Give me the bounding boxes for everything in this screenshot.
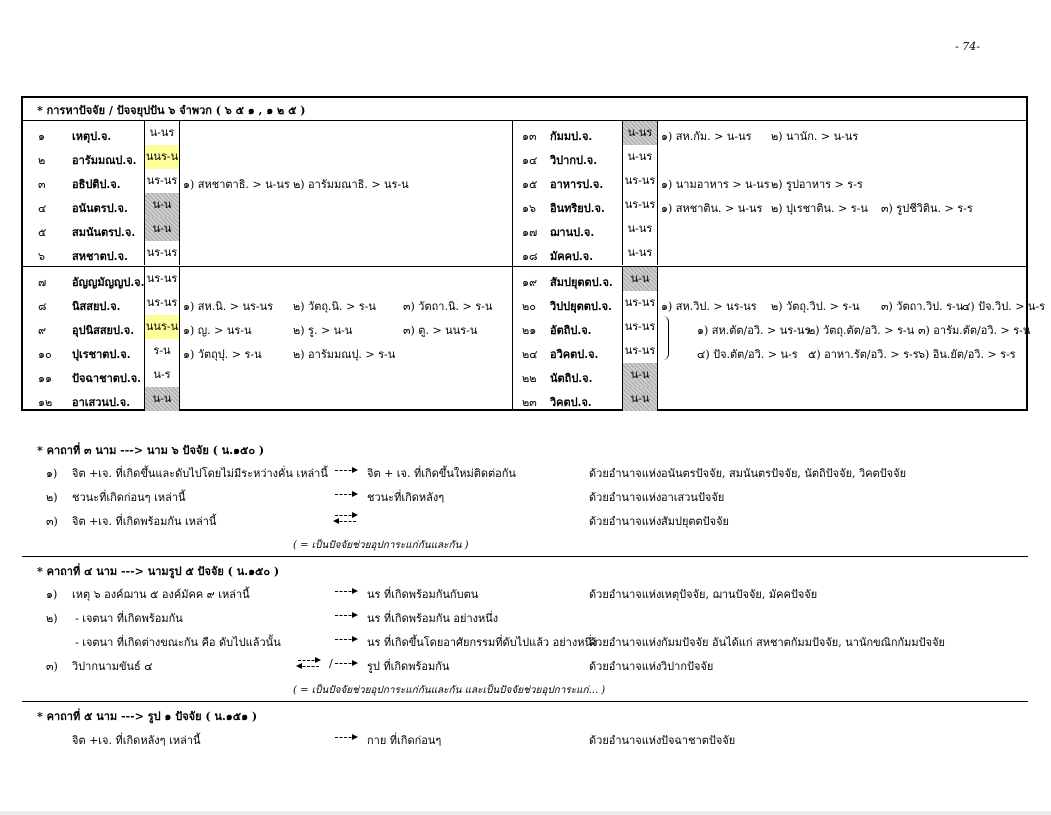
row-number: ๑๖ — [522, 202, 536, 215]
result-phrase: นร ที่เกิดพร้อมกัน อย่างหนึ่ง — [367, 612, 499, 625]
sub-relation-note: ๓) วัตถา.นิ. > ร-น — [403, 300, 493, 313]
sub-relation-note: ๑) สหชาติน. > น-นร — [661, 202, 763, 215]
sub-relation-note: ๖) อิน.ยัต/อวิ. > ร-ร — [918, 348, 1016, 361]
sub-relation-note: ๑) สห.กัม. > น-นร — [661, 130, 752, 143]
sub-relation-note: ๑) สห.วิป. > นร-นร — [661, 300, 757, 313]
factor-name: อาหารป.จ. — [550, 178, 604, 191]
row-number: ๔ — [38, 202, 47, 215]
factor-name: สหชาตป.จ. — [72, 250, 128, 263]
row-number: ๗ — [38, 276, 47, 289]
paccaya-list: เหตุปัจจัย, ฌานปัจจัย, มัคคปัจจัย — [661, 588, 818, 601]
item-number: ๓) — [46, 660, 58, 673]
relation-code: นร-นร — [144, 169, 180, 193]
section-title: * คาถาที่ ๕ นาม ---> รูป ๑ ปัจจัย ( น.๑๕๑ ) — [37, 710, 258, 723]
sub-relation-note: ๕) อาหา.รัต/อวิ. > ร-ร — [808, 348, 919, 361]
sub-relation-note: ๑) สห.ตัต/อวิ. > นร-นร — [697, 324, 811, 337]
bottom-scroll-edge — [0, 811, 1051, 815]
paccaya-list: อนันตรปัจจัย, สมนันตรปัจจัย, นัตถิปัจจัย, วิคตปัจจัย — [661, 467, 907, 480]
row-number: ๖ — [38, 250, 45, 263]
paccaya-list: อาเสวนปัจจัย — [661, 491, 725, 504]
sub-relation-note: ๑) สห.นิ. > นร-นร — [183, 300, 274, 313]
row-number: ๙ — [38, 324, 47, 337]
result-phrase: นร ที่เกิดขึ้นโดยอาศัยกรรมที่ดับไปแล้ว อย่างหนึ่ง — [367, 636, 598, 649]
table-title: * การหาปัจจัย / ปัจจยุปปัน ๖ จำพวก ( ๖ ๕ ๑ , ๑ ๒ ๕ ) — [37, 104, 306, 117]
factor-name: ปัจฉาชาตป.จ. — [72, 372, 141, 385]
relation-code: ร-น — [144, 339, 180, 363]
arrow-right-icon — [335, 737, 356, 739]
power-phrase: ด้วยอำนาจแห่ง — [589, 491, 662, 504]
factor-name: อัตถิป.จ. — [550, 324, 592, 337]
factor-name: ฌานป.จ. — [550, 226, 595, 239]
result-phrase: กาย ที่เกิดก่อนๆ — [367, 734, 442, 747]
page-number: - 74- — [955, 40, 980, 53]
row-number: ๕ — [38, 226, 47, 239]
power-phrase: ด้วยอำนาจแห่ง — [589, 515, 662, 528]
section-note: ( = เป็นปัจจัยช่วยอุปการะแก่กันและกัน ) — [293, 540, 469, 551]
relation-code: นร-นร — [622, 193, 658, 217]
power-phrase: ด้วยอำนาจแห่ง — [589, 467, 662, 480]
relation-code: น-น — [622, 267, 658, 291]
sub-relation-note: ๒) อารัมมณาธิ. > นร-น — [293, 178, 409, 191]
section-divider — [22, 701, 1028, 702]
source-phrase: จิต +เจ. ที่เกิดขึ้นและดับไปโดยไม่มีระหว่างคั่น เหล่านี้ — [72, 467, 328, 480]
power-phrase: ด้วยอำนาจแห่ง — [589, 636, 662, 649]
relation-code: น-น — [622, 387, 658, 411]
item-number: ๒) — [46, 612, 58, 625]
factor-name: อธิปติป.จ. — [72, 178, 121, 191]
relation-code: นร-นร — [144, 291, 180, 315]
source-phrase: - เจตนา ที่เกิดพร้อมกัน — [75, 612, 183, 625]
row-number: ๒๔ — [522, 348, 538, 361]
sub-relation-note: ๓) รูปชีวิติน. > ร-ร — [881, 202, 973, 215]
factor-name: อนันตรป.จ. — [72, 202, 128, 215]
item-number: ๒) — [46, 491, 58, 504]
relation-code: นนร-น — [144, 145, 180, 169]
factor-name: อาเสวนป.จ. — [72, 396, 131, 409]
sub-relation-note: ๒) วัตถุ.วิป. > ร-น — [771, 300, 860, 313]
factor-name: สัมปยุตตป.จ. — [550, 276, 613, 289]
power-phrase: ด้วยอำนาจแห่ง — [589, 734, 662, 747]
arrow-right-icon — [335, 591, 356, 593]
arrow-left-icon — [298, 666, 319, 668]
row-number: ๒๓ — [522, 396, 537, 409]
item-number: ๓) — [46, 515, 58, 528]
row-number: ๑ — [38, 130, 45, 143]
section-note: ( = เป็นปัจจัยช่วยอุปการะแก่กันและกัน และเป็นปัจจัยช่วยอุปการะแก่... ) — [293, 685, 606, 696]
row-number: ๑๘ — [522, 250, 538, 263]
sub-relation-note: ๒) วัตถุ.นิ. > ร-น — [293, 300, 376, 313]
relation-code: นร-นร — [144, 241, 180, 265]
arrow-right-icon — [335, 470, 356, 472]
relation-code: นนร-น — [144, 315, 180, 339]
brace-icon — [662, 316, 669, 360]
relation-code: น-นร — [622, 121, 658, 145]
section-title: * คาถาที่ ๓ นาม ---> นาม ๖ ปัจจัย ( น.๑๕๐ ) — [37, 444, 265, 457]
sub-relation-note: ๔) ปัจ.วิป. > น-ร — [962, 300, 1046, 313]
section-divider — [22, 556, 1028, 557]
factor-name: กัมมป.จ. — [550, 130, 593, 143]
row-number: ๑๔ — [522, 154, 538, 167]
factor-name: เหตุป.จ. — [72, 130, 112, 143]
source-phrase: ชวนะที่เกิดก่อนๆ เหล่านี้ — [72, 491, 186, 504]
sub-relation-note: ๒) รูปอาหาร > ร-ร — [771, 178, 863, 191]
factor-name: อุปนิสสยป.จ. — [72, 324, 135, 337]
sub-relation-note: ๔) ปัจ.ตัต/อวิ. > น-ร — [697, 348, 798, 361]
relation-code: น-น — [144, 217, 180, 241]
arrow-right-icon — [335, 615, 356, 617]
relation-code: น-น — [622, 363, 658, 387]
arrow-left-icon — [335, 521, 356, 523]
result-phrase: จิต + เจ. ที่เกิดขึ้นใหม่ติดต่อกัน — [367, 467, 516, 480]
item-number: ๑) — [46, 467, 58, 480]
slash-icon: / — [329, 657, 333, 670]
arrow-right-icon — [298, 660, 319, 662]
row-number: ๘ — [38, 300, 47, 313]
relation-code: นร-นร — [622, 315, 658, 339]
power-phrase: ด้วยอำนาจแห่ง — [589, 660, 662, 673]
factor-name: วิปากป.จ. — [550, 154, 598, 167]
sub-relation-note: ๑) ญ. > นร-น — [183, 324, 252, 337]
arrow-right-icon — [335, 515, 356, 517]
paccaya-list: ปัจฉาชาตปัจจัย — [661, 734, 736, 747]
relation-code: นร-นร — [622, 169, 658, 193]
arrow-right-icon — [335, 639, 356, 641]
relation-code: นร-นร — [622, 291, 658, 315]
factor-name: ปุเรชาตป.จ. — [72, 348, 131, 361]
factor-name: นิสสยป.จ. — [72, 300, 121, 313]
sub-relation-note: ๓) ตู. > นนร-น — [403, 324, 478, 337]
relation-code: น-น — [144, 193, 180, 217]
relation-code: น-ร — [144, 363, 180, 387]
row-number: ๑๒ — [38, 396, 53, 409]
sub-relation-note: ๑) สหชาตาธิ. > น-นร — [183, 178, 290, 191]
sub-relation-note: ๒) รู. > น-น — [293, 324, 353, 337]
result-phrase: รูป ที่เกิดพร้อมกัน — [367, 660, 450, 673]
sub-relation-note: ๒) อารัมมณปุ. > ร-น — [293, 348, 396, 361]
sub-relation-note: ๒) นานัก. > น-นร — [771, 130, 859, 143]
arrow-right-icon — [335, 494, 356, 496]
row-number: ๑๙ — [522, 276, 538, 289]
source-phrase: จิต +เจ. ที่เกิดหลังๆ เหล่านี้ — [72, 734, 201, 747]
row-number: ๓ — [38, 178, 46, 191]
relation-code: น-นร — [144, 121, 180, 145]
source-phrase: วิปากนามขันธ์ ๔ — [72, 660, 153, 673]
paccaya-list: สัมปยุตตปัจจัย — [661, 515, 729, 528]
sub-relation-note: ๑) วัตถุปุ. > ร-น — [183, 348, 262, 361]
factor-name: อวิคตป.จ. — [550, 348, 599, 361]
row-number: ๑๕ — [522, 178, 538, 191]
factor-name: นัตถิป.จ. — [550, 372, 593, 385]
result-phrase: นร ที่เกิดพร้อมกันกับตน — [367, 588, 479, 601]
row-number: ๒ — [38, 154, 46, 167]
source-phrase: เหตุ ๖ องค์ฌาน ๕ องค์มัคค ๙ เหล่านี้ — [72, 588, 250, 601]
row-number: ๑๐ — [38, 348, 52, 361]
sub-relation-note: ๓) วัตถา.วิป. ร-น — [881, 300, 964, 313]
center-divider — [512, 121, 513, 410]
result-phrase: ชวนะที่เกิดหลังๆ — [367, 491, 445, 504]
relation-code: น-นร — [622, 145, 658, 169]
sub-relation-note: ๓) อารัม.ตัต/อวิ. > ร-น — [918, 324, 1031, 337]
relation-code: นร-นร — [622, 339, 658, 363]
row-number: ๒๐ — [522, 300, 536, 313]
factor-name: อัญญมัญญป.จ. — [72, 276, 145, 289]
row-number: ๑๗ — [522, 226, 538, 239]
item-number: ๑) — [46, 588, 58, 601]
factor-name: วิคตป.จ. — [550, 396, 592, 409]
factor-name: อินทริยป.จ. — [550, 202, 605, 215]
row-number: ๑๑ — [38, 372, 52, 385]
sub-relation-note: ๒) ปุเรชาติน. > ร-น — [771, 202, 868, 215]
factor-name: อารัมมณป.จ. — [72, 154, 137, 167]
paccaya-list: วิปากปัจจัย — [661, 660, 714, 673]
sub-relation-note: ๒) วัตถุ.ตัต/อวิ. > ร-น — [808, 324, 915, 337]
relation-code: น-น — [144, 387, 180, 411]
row-number: ๑๓ — [522, 130, 537, 143]
power-phrase: ด้วยอำนาจแห่ง — [589, 588, 662, 601]
arrow-right-icon — [335, 663, 356, 665]
relation-code: น-นร — [622, 241, 658, 265]
relation-code: น-นร — [622, 217, 658, 241]
row-number: ๒๒ — [522, 372, 537, 385]
factor-name: มัคคป.จ. — [550, 250, 594, 263]
source-phrase: จิต +เจ. ที่เกิดพร้อมกัน เหล่านี้ — [72, 515, 217, 528]
factor-name: วิปปยุตตป.จ. — [550, 300, 612, 313]
sub-relation-note: ๑) นามอาหาร > น-นร — [661, 178, 770, 191]
paccaya-list: กัมมปัจจัย อันได้แก่ สหชาตกัมมปัจจัย, นานักขณิกกัมมปัจจัย — [661, 636, 945, 649]
section-title: * คาถาที่ ๔ นาม ---> นามรูป ๕ ปัจจัย ( น.๑๕๐ ) — [37, 565, 280, 578]
row-number: ๒๑ — [522, 324, 537, 337]
relation-code: นร-นร — [144, 267, 180, 291]
source-phrase: - เจตนา ที่เกิดต่างขณะกัน คือ ดับไปแล้วนั้น — [75, 636, 281, 649]
factor-name: สมนันตรป.จ. — [72, 226, 136, 239]
